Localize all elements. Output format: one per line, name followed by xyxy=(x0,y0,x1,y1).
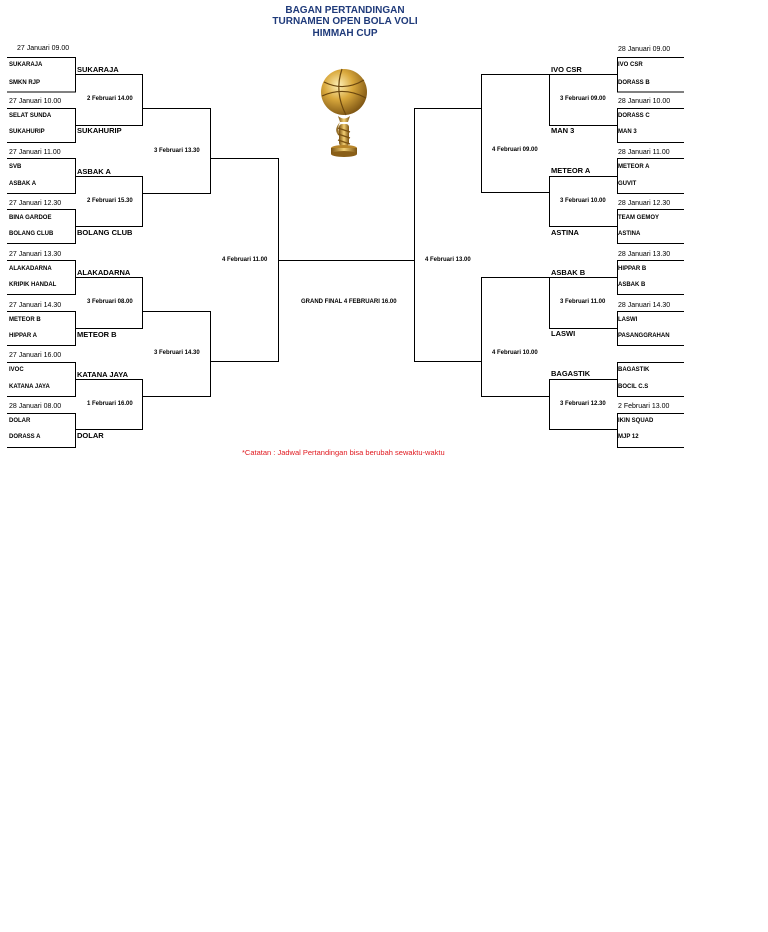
right-r2-date-4: 3 Februari 12.30 xyxy=(560,401,606,407)
right-match-1-team-a: IVO CSR xyxy=(618,62,643,68)
left-match-5-date: 27 Januari 13.30 xyxy=(9,251,62,258)
right-match-7-team-b: BOCIL C.S xyxy=(618,384,649,390)
right-match-3-team-a: METEOR A xyxy=(618,164,650,170)
right-r2-date-1: 3 Februari 09.00 xyxy=(560,96,606,102)
right-match-4-team-b: ASTINA xyxy=(618,231,641,237)
right-match-3-team-b: GUVIT xyxy=(618,181,637,187)
left-match-6-team-b: HIPPAR A xyxy=(9,333,38,339)
right-match-8-team-a: IKIN SQUAD xyxy=(618,418,654,424)
left-winner-3: ASBAK A xyxy=(77,167,111,176)
left-winner-5: ALAKADARNA xyxy=(77,268,131,277)
title-line-3: HIMMAH CUP xyxy=(312,28,378,39)
right-winner-1: IVO CSR xyxy=(551,65,582,74)
right-match-5-team-a: HIPPAR B xyxy=(618,266,647,272)
left-match-5-team-b: KRIPIK HANDAL xyxy=(9,282,57,288)
right-winner-3: METEOR A xyxy=(551,166,591,175)
left-r2-date-1: 2 Februari 14.00 xyxy=(87,96,133,102)
right-match-8-team-b: MJP 12 xyxy=(618,434,639,440)
left-match-3-date: 27 Januari 11.00 xyxy=(9,149,61,156)
left-match-2-team-b: SUKAHURIP xyxy=(9,129,45,135)
right-winner-2: MAN 3 xyxy=(551,126,575,135)
left-match-1-date: 27 Januari 09.00 xyxy=(17,45,70,52)
left-winner-2: SUKAHURIP xyxy=(77,126,122,135)
left-match-8-team-b: DORASS A xyxy=(9,434,41,440)
right-match-2-team-b: MAN 3 xyxy=(618,129,637,135)
left-winner-8: DOLAR xyxy=(77,431,104,440)
left-match-8-date: 28 Januari 08.00 xyxy=(9,403,62,410)
left-r2-date-3: 3 Februari 08.00 xyxy=(87,299,133,305)
right-r3-match-2 xyxy=(482,278,550,397)
left-match-7-team-b: KATANA JAYA xyxy=(9,384,50,390)
right-r2-date-3: 3 Februari 11.00 xyxy=(560,299,606,305)
left-match-7-team-a: IVOC xyxy=(9,367,24,373)
right-winner-4: ASTINA xyxy=(551,228,579,237)
right-semi xyxy=(415,109,482,362)
left-match-3-team-b: ASBAK A xyxy=(9,181,37,187)
left-r2-date-4: 1 Februari 16.00 xyxy=(87,401,133,407)
left-match-6-date: 27 Januari 14.30 xyxy=(9,302,62,309)
right-match-5-date: 28 Januari 13.30 xyxy=(618,251,671,258)
right-match-4-team-a: TEAM GEMOY xyxy=(618,215,660,221)
right-match-6-date: 28 Januari 14.30 xyxy=(618,302,671,309)
left-winner-1: SUKARAJA xyxy=(77,65,119,74)
left-match-4-team-a: BINA GARDOE xyxy=(9,215,52,221)
left-match-4-date: 27 Januari 12.30 xyxy=(9,200,62,207)
right-r3-date-1: 4 Februari 09.00 xyxy=(492,147,538,153)
right-winner-5: ASBAK B xyxy=(551,268,586,277)
schedule-note: *Catatan : Jadwal Pertandingan bisa berubah sewaktu-waktu xyxy=(242,448,445,457)
right-match-2-date: 28 Januari 10.00 xyxy=(618,98,671,105)
right-match-4-date: 28 Januari 12.30 xyxy=(618,200,671,207)
right-match-3-date: 28 Januari 11.00 xyxy=(618,149,670,156)
right-match-1-team-b: DORASS B xyxy=(618,80,650,86)
left-match-6-team-a: METEOR B xyxy=(9,317,41,323)
right-match-6-team-a: LASWI xyxy=(618,317,638,323)
left-match-2-date: 27 Januari 10.00 xyxy=(9,98,62,105)
right-r3-date-2: 4 Februari 10.00 xyxy=(492,350,538,356)
right-match-1-date: 28 Januari 09.00 xyxy=(618,46,671,53)
left-match-8-team-a: DOLAR xyxy=(9,418,31,424)
right-match-8-date: 2 Februari 13.00 xyxy=(618,403,670,410)
left-match-5-team-a: ALAKADARNA xyxy=(9,266,52,272)
right-winner-6: LASWI xyxy=(551,329,576,338)
right-winner-7: BAGASTIK xyxy=(551,369,591,378)
left-match-1-team-a: SUKARAJA xyxy=(9,62,43,68)
left-semi-date: 4 Februari 11.00 xyxy=(222,257,268,263)
left-r3-date-2: 3 Februari 14.30 xyxy=(154,350,200,356)
left-winner-7: KATANA JAYA xyxy=(77,370,128,379)
grand-final-label: GRAND FINAL 4 FEBRUARI 16.00 xyxy=(301,299,397,305)
left-match-3-team-a: SVB xyxy=(9,164,22,170)
left-match-7-date: 27 Januari 16.00 xyxy=(9,352,62,359)
right-r3-match-1 xyxy=(482,75,550,193)
left-match-2-team-a: SELAT SUNDA xyxy=(9,113,52,119)
right-r2-date-2: 3 Februari 10.00 xyxy=(560,198,606,204)
left-match-4-team-b: BOLANG CLUB xyxy=(9,231,54,237)
right-match-6-team-b: PASANGGRAHAN xyxy=(618,333,670,339)
title-line-2: TURNAMEN OPEN BOLA VOLI xyxy=(272,16,418,27)
left-winner-4: BOLANG CLUB xyxy=(77,228,133,237)
left-r2-date-2: 2 Februari 15.30 xyxy=(87,198,133,204)
left-winner-6: METEOR B xyxy=(77,330,117,339)
right-match-2-team-a: DORASS C xyxy=(618,113,650,119)
right-match-7-team-a: BAGASTIK xyxy=(618,367,650,373)
title-line-1: BAGAN PERTANDINGAN xyxy=(285,5,405,16)
right-match-5-team-b: ASBAK B xyxy=(618,282,646,288)
left-match-1-team-b: SMKN RJP xyxy=(9,80,41,86)
left-r3-date-1: 3 Februari 13.30 xyxy=(154,148,200,154)
right-semi-date: 4 Februari 13.00 xyxy=(425,257,471,263)
